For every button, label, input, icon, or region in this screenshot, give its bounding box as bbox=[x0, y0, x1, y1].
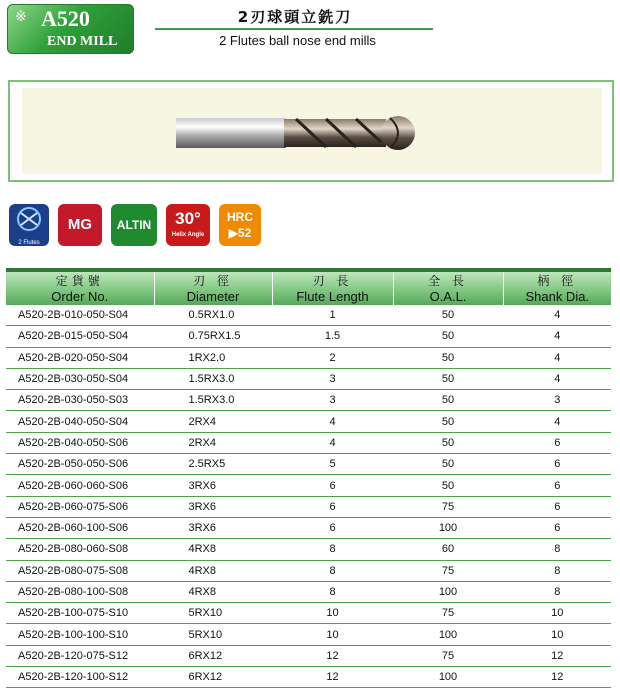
oal-cell: 75 bbox=[393, 496, 503, 517]
flute-cross-section-icon bbox=[9, 204, 49, 234]
shank-dia-cell: 6 bbox=[503, 454, 611, 475]
table-row bbox=[6, 475, 611, 496]
diameter-cell: 1.5RX3.0 bbox=[154, 390, 272, 411]
diameter-cell: 2RX4 bbox=[154, 432, 272, 453]
table-row bbox=[6, 390, 611, 411]
order-no-cell: A520-2B-020-050-S04 bbox=[6, 347, 154, 368]
order-no-cell: A520-2B-030-050-S04 bbox=[6, 368, 154, 389]
order-no-cell: A520-2B-040-050-S04 bbox=[6, 411, 154, 432]
2-flutes-label: 2 Flutes bbox=[18, 240, 40, 246]
hrc-label: HRC bbox=[227, 210, 253, 224]
diameter-cell: 3RX6 bbox=[154, 496, 272, 517]
note-mark: ※ bbox=[15, 9, 27, 25]
oal-cell: 60 bbox=[393, 539, 503, 560]
oal-cell: 100 bbox=[393, 517, 503, 538]
oal-cell: 75 bbox=[393, 645, 503, 666]
order-no-cell: A520-2B-080-060-S08 bbox=[6, 539, 154, 560]
table-body bbox=[6, 305, 611, 688]
header-oal: 全 長 O.A.L. bbox=[393, 272, 503, 305]
diameter-cell: 1.5RX3.0 bbox=[154, 368, 272, 389]
shank-dia-cell: 4 bbox=[503, 305, 611, 326]
shank-dia-cell: 12 bbox=[503, 645, 611, 666]
order-no-cell: A520-2B-080-100-S08 bbox=[6, 581, 154, 602]
flute-length-cell: 2 bbox=[272, 347, 393, 368]
diameter-cell: 0.75RX1.5 bbox=[154, 326, 272, 347]
table-row bbox=[6, 517, 611, 538]
order-no-cell: A520-2B-040-050-S06 bbox=[6, 432, 154, 453]
table-row bbox=[6, 411, 611, 432]
oal-cell: 50 bbox=[393, 432, 503, 453]
diameter-cell: 5RX10 bbox=[154, 624, 272, 645]
flute-length-cell: 10 bbox=[272, 624, 393, 645]
page-title-en: 2 Flutes ball nose end mills bbox=[219, 33, 376, 48]
shank-dia-cell: 8 bbox=[503, 539, 611, 560]
table-header-row bbox=[6, 272, 611, 305]
diameter-cell: 1RX2.0 bbox=[154, 347, 272, 368]
oal-cell: 50 bbox=[393, 347, 503, 368]
header-shank-dia: 柄 徑 Shank Dia. bbox=[503, 272, 611, 305]
mg-icon bbox=[58, 204, 102, 246]
oal-cell: 100 bbox=[393, 581, 503, 602]
order-no-cell: A520-2B-060-060-S06 bbox=[6, 475, 154, 496]
table-row bbox=[6, 603, 611, 624]
order-no-cell: A520-2B-060-100-S06 bbox=[6, 517, 154, 538]
page-title-cn: 2刃球頭立銑刀 bbox=[237, 8, 353, 26]
order-no-cell: A520-2B-060-075-S06 bbox=[6, 496, 154, 517]
flute-length-cell: 4 bbox=[272, 432, 393, 453]
order-no-cell: A520-2B-120-100-S12 bbox=[6, 667, 154, 688]
table-row bbox=[6, 305, 611, 326]
table-row bbox=[6, 368, 611, 389]
order-no-cell: A520-2B-050-050-S06 bbox=[6, 454, 154, 475]
oal-cell: 50 bbox=[393, 326, 503, 347]
flute-length-cell: 4 bbox=[272, 411, 393, 432]
shank-dia-cell: 4 bbox=[503, 411, 611, 432]
oal-cell: 50 bbox=[393, 454, 503, 475]
header-flute-length: 刃 長 Flute Length bbox=[272, 272, 393, 305]
oal-cell: 50 bbox=[393, 411, 503, 432]
altin-label: ALTIN bbox=[116, 218, 152, 232]
table-row bbox=[6, 581, 611, 602]
shank-dia-cell: 4 bbox=[503, 326, 611, 347]
hrc-icon bbox=[219, 204, 261, 246]
shank-dia-cell: 3 bbox=[503, 390, 611, 411]
oal-cell: 50 bbox=[393, 305, 503, 326]
table-row bbox=[6, 496, 611, 517]
diameter-cell: 4RX8 bbox=[154, 581, 272, 602]
flute-length-cell: 8 bbox=[272, 539, 393, 560]
diameter-cell: 2RX4 bbox=[154, 411, 272, 432]
flute-length-cell: 12 bbox=[272, 645, 393, 666]
order-no-cell: A520-2B-100-075-S10 bbox=[6, 603, 154, 624]
flute-length-cell: 12 bbox=[272, 667, 393, 688]
product-category: END MILL bbox=[47, 34, 118, 49]
diameter-cell: 0.5RX1.0 bbox=[154, 305, 272, 326]
table-row bbox=[6, 326, 611, 347]
helix-angle-icon bbox=[166, 204, 210, 246]
shank-dia-cell: 4 bbox=[503, 368, 611, 389]
shank-dia-cell: 6 bbox=[503, 432, 611, 453]
flute-length-cell: 6 bbox=[272, 496, 393, 517]
order-no-cell: A520-2B-120-075-S12 bbox=[6, 645, 154, 666]
flute-length-cell: 3 bbox=[272, 390, 393, 411]
diameter-cell: 3RX6 bbox=[154, 517, 272, 538]
mg-label: MG bbox=[67, 216, 93, 233]
oal-cell: 75 bbox=[393, 603, 503, 624]
header-order-no: 定貨號 Order No. bbox=[6, 272, 154, 305]
flute-length-cell: 6 bbox=[272, 475, 393, 496]
shank-dia-cell: 4 bbox=[503, 347, 611, 368]
oal-cell: 75 bbox=[393, 560, 503, 581]
diameter-cell: 4RX8 bbox=[154, 560, 272, 581]
oal-cell: 50 bbox=[393, 475, 503, 496]
table-row bbox=[6, 645, 611, 666]
order-no-cell: A520-2B-080-075-S08 bbox=[6, 560, 154, 581]
diameter-cell: 2.5RX5 bbox=[154, 454, 272, 475]
helix-angle-value: 30° bbox=[175, 209, 201, 228]
oal-cell: 100 bbox=[393, 667, 503, 688]
flute-length-cell: 8 bbox=[272, 560, 393, 581]
hrc-value: ▶52 bbox=[228, 226, 252, 240]
shank-dia-cell: 8 bbox=[503, 560, 611, 581]
order-no-cell: A520-2B-100-100-S10 bbox=[6, 624, 154, 645]
oal-cell: 50 bbox=[393, 368, 503, 389]
shank-dia-cell: 6 bbox=[503, 517, 611, 538]
table-row bbox=[6, 667, 611, 688]
diameter-cell: 4RX8 bbox=[154, 539, 272, 560]
flute-length-cell: 8 bbox=[272, 581, 393, 602]
flute-length-cell: 10 bbox=[272, 603, 393, 624]
oal-cell: 100 bbox=[393, 624, 503, 645]
flute-length-cell: 5 bbox=[272, 454, 393, 475]
shank-dia-cell: 10 bbox=[503, 603, 611, 624]
shank-dia-cell: 12 bbox=[503, 667, 611, 688]
flute-length-cell: 3 bbox=[272, 368, 393, 389]
table-row bbox=[6, 454, 611, 475]
order-no-cell: A520-2B-030-050-S03 bbox=[6, 390, 154, 411]
shank-dia-cell: 10 bbox=[503, 624, 611, 645]
title-divider bbox=[155, 28, 433, 30]
table-row bbox=[6, 539, 611, 560]
shank-dia-cell: 8 bbox=[503, 581, 611, 602]
helix-angle-label: Helix Angle bbox=[171, 232, 205, 238]
shank-dia-cell: 6 bbox=[503, 475, 611, 496]
header-diameter: 刃 徑 Diameter bbox=[154, 272, 272, 305]
product-badge bbox=[7, 4, 134, 54]
diameter-cell: 3RX6 bbox=[154, 475, 272, 496]
spec-table bbox=[6, 268, 611, 688]
table-row bbox=[6, 432, 611, 453]
table-row bbox=[6, 624, 611, 645]
flute-length-cell: 1.5 bbox=[272, 326, 393, 347]
product-code: A520 bbox=[41, 6, 90, 31]
diameter-cell: 5RX10 bbox=[154, 603, 272, 624]
shank-dia-cell: 6 bbox=[503, 496, 611, 517]
2-flutes-icon bbox=[9, 204, 49, 246]
table-row bbox=[6, 560, 611, 581]
order-no-cell: A520-2B-015-050-S04 bbox=[6, 326, 154, 347]
altin-icon bbox=[111, 204, 157, 246]
oal-cell: 50 bbox=[393, 390, 503, 411]
order-no-cell: A520-2B-010-050-S04 bbox=[6, 305, 154, 326]
ball-nose-end-mill-image bbox=[176, 110, 426, 156]
flute-length-cell: 1 bbox=[272, 305, 393, 326]
diameter-cell: 6RX12 bbox=[154, 667, 272, 688]
product-image-frame bbox=[8, 80, 614, 182]
flute-length-cell: 6 bbox=[272, 517, 393, 538]
table-row bbox=[6, 347, 611, 368]
diameter-cell: 6RX12 bbox=[154, 645, 272, 666]
